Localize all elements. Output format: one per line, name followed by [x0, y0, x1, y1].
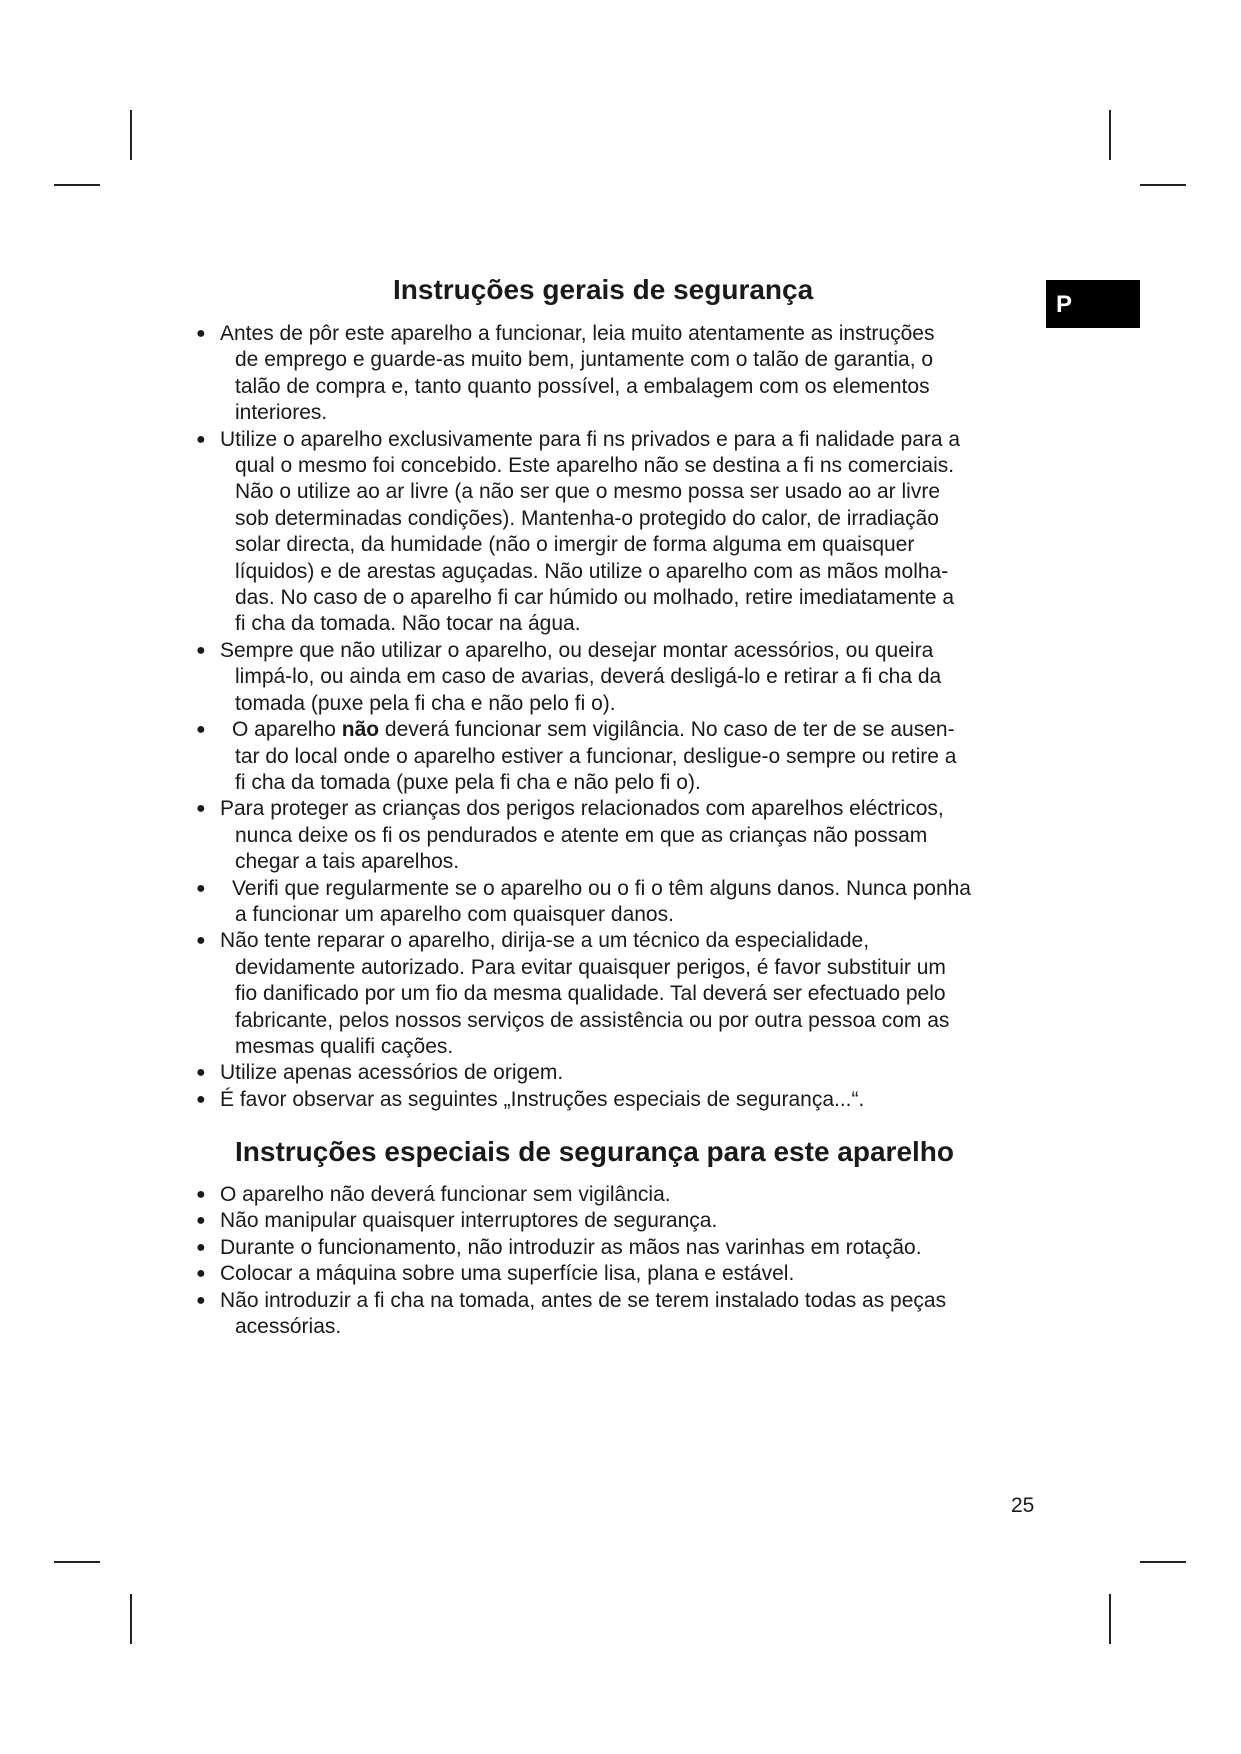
list-item-line: Não tente reparar o aparelho, dirija-se a um técnico da especialidade,	[220, 929, 870, 953]
list-item-line: Antes de pôr este aparelho a funcionar, leia muito atentamente as instruções	[220, 322, 935, 345]
list-item-line: a funcionar um aparelho com quaisquer danos.	[235, 902, 674, 926]
list-item	[196, 1261, 946, 1287]
crop-mark	[54, 1561, 100, 1563]
general-safety-list	[196, 321, 971, 1113]
list-item-line: Não o utilize ao ar livre (a não ser que o mesmo possa ser usado ao ar livre	[235, 480, 941, 504]
list-item-line: qual o mesmo foi concebido. Este aparelho não se destina a fi ns comerciais.	[235, 454, 955, 478]
crop-mark	[54, 184, 100, 186]
list-item-line: Para proteger as crianças dos perigos relacionados com aparelhos eléctricos,	[220, 797, 944, 821]
crop-mark	[130, 1594, 132, 1644]
list-item-line: interiores.	[235, 401, 328, 425]
list-item	[196, 1288, 946, 1341]
list-item-line: É favor observar as seguintes „Instruções especiais de segurança...“.	[220, 1087, 865, 1111]
emphasis-nao: não	[341, 718, 380, 742]
bullet: ●	[196, 430, 206, 448]
list-item	[196, 796, 971, 875]
list-item	[196, 717, 971, 796]
list-item-line: fabricante, pelos nossos serviços de assistência ou por outra pessoa com as	[235, 1008, 950, 1032]
list-item-line: líquidos) e de arestas aguçadas. Não utilize o aparelho com as mãos molha-	[235, 559, 949, 583]
bullet: ●	[196, 1265, 206, 1283]
list-item-line: limpá-lo, ou ainda em caso de avarias, deverá desligá-lo e retirar a fi cha da	[235, 665, 942, 689]
list-item-line: devidamente autorizado. Para evitar quaisquer perigos, é favor substituir um	[235, 955, 946, 979]
list-item-line: mesmas qualifi cações.	[235, 1034, 454, 1058]
list-item-line: tomada (puxe pela fi cha e não pelo fi o).	[235, 691, 616, 715]
section-title-special-safety: Instruções especiais de segurança para este aparelho	[235, 1136, 955, 1167]
crop-mark	[1109, 110, 1111, 160]
list-item-line: Não introduzir a fi cha na tomada, antes de se terem instalado todas as peças	[220, 1288, 947, 1312]
list-item	[196, 876, 971, 929]
bullet: ●	[196, 721, 206, 739]
list-item-line: Não manipular quaisquer interruptores de segurança.	[220, 1209, 718, 1233]
list-item	[196, 321, 971, 427]
list-item	[196, 427, 971, 638]
list-item-line: fi cha da tomada. Não tocar na água.	[235, 612, 581, 636]
list-item-line: acessórias.	[235, 1315, 342, 1339]
list-item-line: O aparelho não deverá funcionar sem vigilância. No caso de ter de se ausen-	[232, 718, 955, 742]
list-item-line: Durante o funcionamento, não introduzir as mãos nas varinhas em rotação.	[220, 1235, 922, 1259]
list-item-line: Verifi que regularmente se o aparelho ou o fi o têm alguns danos. Nunca ponha	[232, 876, 971, 900]
bullet: ●	[196, 1064, 206, 1082]
list-item-line: nunca deixe os fi os pendurados e atente em que as crianças não possam	[235, 823, 928, 847]
list-item-line: Utilize o aparelho exclusivamente para fi ns privados e para a fi nalidade para a	[220, 427, 961, 451]
list-item	[196, 928, 971, 1060]
page-number: 25	[1011, 1494, 1035, 1517]
list-item	[196, 1087, 971, 1113]
list-item-line: sob determinadas condições). Mantenha-o protegido do calor, de irradiação	[235, 506, 939, 530]
section-title-general-safety: Instruções gerais de segurança	[393, 274, 814, 305]
list-item-line: de emprego e guarde-as muito bem, juntamente com o talão de garantia, o	[235, 348, 934, 372]
list-item-line: tar do local onde o aparelho estiver a funcionar, desligue-o sempre ou retire a	[235, 744, 957, 768]
list-item	[196, 1060, 971, 1086]
bullet: ●	[196, 1212, 206, 1230]
crop-mark	[130, 110, 132, 160]
bullet: ●	[196, 641, 206, 659]
bullet: ●	[196, 1238, 206, 1256]
list-item	[196, 1208, 946, 1234]
list-item-line: O aparelho não deverá funcionar sem vigilância.	[220, 1183, 671, 1206]
list-item	[196, 638, 971, 717]
list-item	[196, 1182, 946, 1208]
list-item-line: fi cha da tomada (puxe pela fi cha e não pelo fi o).	[235, 770, 701, 794]
bullet: ●	[196, 932, 206, 950]
list-item-line: das. No caso de o aparelho fi car húmido ou molhado, retire imediatamente a	[235, 586, 955, 610]
language-tab: P	[1046, 280, 1140, 328]
list-item	[196, 1235, 946, 1261]
list-item-line: Colocar a máquina sobre uma superfície lisa, plana e estável.	[220, 1262, 795, 1286]
bullet: ●	[196, 325, 206, 342]
list-item-line: Utilize apenas acessórios de origem.	[220, 1061, 564, 1085]
list-item-line: Sempre que não utilizar o aparelho, ou desejar montar acessórios, ou queira	[220, 638, 934, 662]
bullet: ●	[196, 879, 206, 897]
list-item-line: fio danificado por um fio da mesma qualidade. Tal deverá ser efectuado pelo	[235, 982, 946, 1006]
crop-mark	[1140, 184, 1186, 186]
bullet: ●	[196, 1291, 206, 1309]
special-safety-list	[196, 1182, 946, 1340]
bullet: ●	[196, 1186, 206, 1203]
crop-mark	[1109, 1594, 1111, 1644]
bullet: ●	[196, 800, 206, 818]
list-item-line: talão de compra e, tanto quanto possível, a embalagem com os elementos	[235, 374, 930, 398]
list-item-line: solar directa, da humidade (não o imergir de forma alguma em quaisquer	[235, 533, 915, 557]
crop-mark	[1140, 1561, 1186, 1563]
list-item-line: chegar a tais aparelhos.	[235, 850, 460, 874]
bullet: ●	[196, 1090, 206, 1108]
